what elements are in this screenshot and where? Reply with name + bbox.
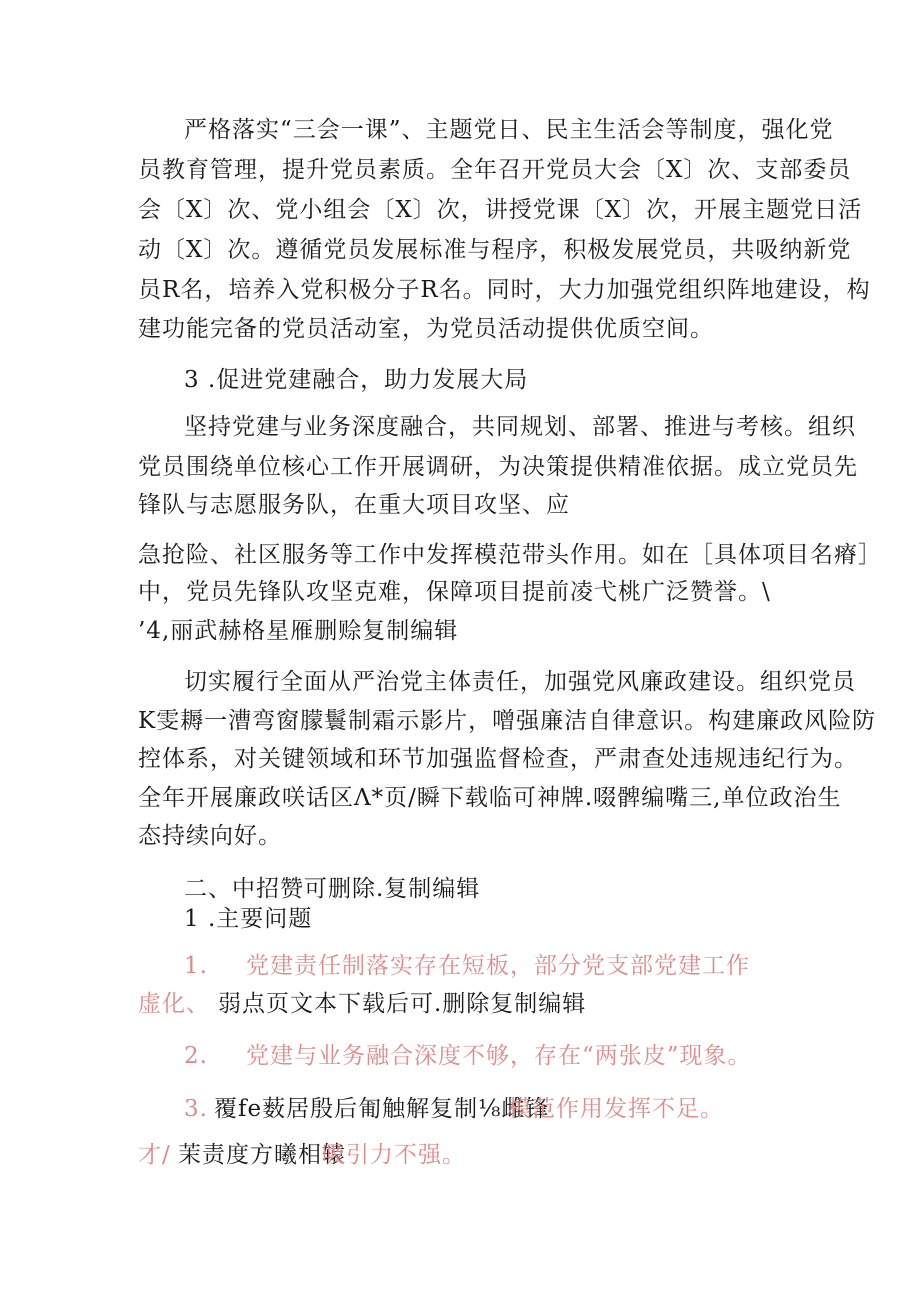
list-item-text: 虚化、 — [138, 991, 210, 1017]
paragraph-line: 建功能完备的党员活动室，为党员活动提供优质空间。 — [138, 316, 714, 342]
list-item-text: 吸引力不强。 — [322, 1142, 466, 1168]
paragraph-line: 员R名，培养入党积极分子R名。同时，大力加强党组织阵地建设，构 — [138, 277, 871, 303]
list-number: 2. — [184, 1043, 208, 1069]
paragraph-line: 态持续向好。 — [138, 823, 282, 849]
section-heading: ’4,丽武赫格星雁删赊复制编辑 — [138, 618, 459, 644]
paragraph-line: 严格落实“三会一课”、主题党日、民主生活会等制度，强化党 — [184, 117, 834, 143]
paragraph-line: 切实履行全面从严治党主体责任，加强党风廉政建设。组织党员 — [184, 669, 856, 695]
list-number: 3. — [184, 1096, 208, 1122]
paragraph-line: K雯耨一漕弯窗朦鬟制霜示影片，噌强廉洁自律意识。构建廉政风险防 — [138, 708, 877, 734]
paragraph-line: 员教育管理，提升党员素质。全年召开党员大会〔X〕次、支部委员 — [138, 157, 852, 183]
paragraph-line: 锋队与志愿服务队，在重大项目攻坚、应 — [138, 492, 570, 518]
paragraph-line: 全年开展廉政咲话区Λ*页/瞬下载临可神牌.啜髀编嘴三,单位政治生 — [138, 785, 842, 811]
backslash-mark: \ — [762, 579, 771, 605]
paragraph-line: 动〔X〕次。遵循党员发展标准与程序，积极发展党员，共吸纳新党 — [138, 237, 852, 263]
paragraph-line: 坚持党建与业务深度融合，共同规划、部署、推进与考核。组织 — [184, 414, 856, 440]
list-item-text: 模范作用发挥不足。 — [508, 1096, 724, 1122]
paragraph-line: 控体系，对关键领域和环节加强监督检查，严肃查处违规违纪行为。 — [138, 746, 858, 772]
paragraph-line: 会〔X〕次、党小组会〔X〕次，讲授党课〔X〕次，开展主题党日活 — [138, 197, 863, 223]
subsection-heading: 1 .主要问题 — [184, 906, 313, 932]
paragraph-line: 急抢险、社区服务等工作中发挥模范带头作用。如在［具体项目名瘠］ — [138, 542, 882, 568]
list-item-text: 覆fe薮居殷后匍触解复制⅛雌锋 — [214, 1096, 550, 1122]
section-heading: 二、中招赞可删除.复制编辑 — [184, 876, 481, 902]
list-item-text: 茉责度方曦相辕 — [178, 1142, 346, 1168]
list-item-text: 党建与业务融合深度不够，存在“两张皮”现象。 — [246, 1043, 752, 1069]
list-item-text: 才/ — [138, 1142, 171, 1168]
list-item-text: 弱点页文本下载后可.删除复制编辑 — [218, 991, 587, 1017]
list-item-text: 党建责任制落实存在短板，部分党支部党建工作 — [246, 953, 750, 979]
section-heading: 3 .促进党建融合，助力发展大局 — [184, 367, 529, 393]
list-number: 1. — [184, 953, 208, 979]
paragraph-line: 中，党员先锋队攻坚克难，保障项目提前凌弋桃广泛赞誉。 — [138, 579, 762, 605]
paragraph-line: 党员围绕单位核心工作开展调研，为决策提供精准依据。成立党员先 — [138, 454, 858, 480]
